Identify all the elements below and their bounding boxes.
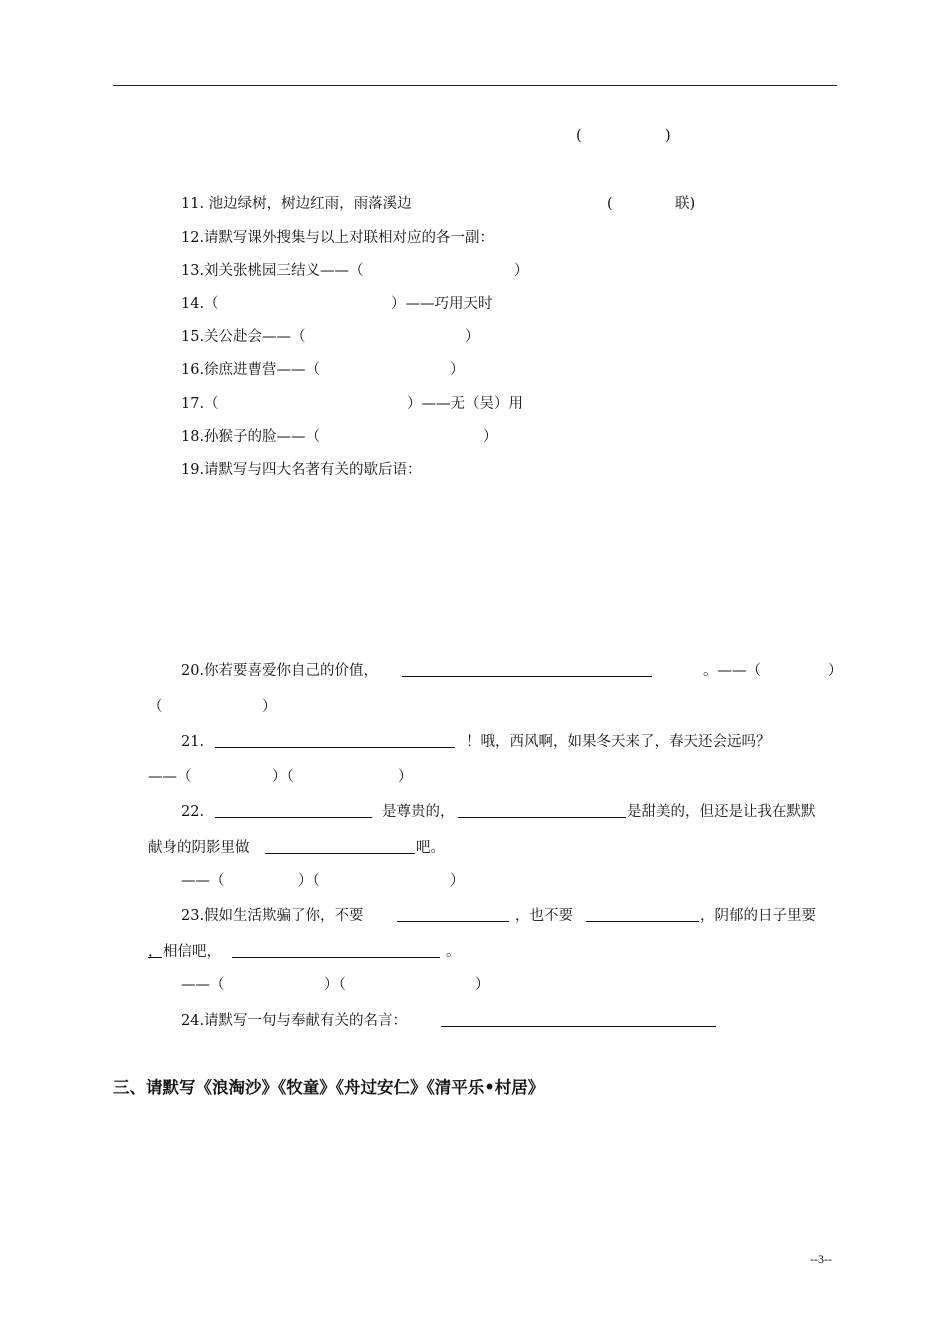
page-number: --3-- [810, 1252, 832, 1266]
answer-blank[interactable] [232, 942, 440, 958]
answer-blank[interactable] [215, 732, 455, 748]
answer-blank[interactable] [458, 802, 626, 818]
answer-blank[interactable] [586, 906, 699, 922]
answer-blank[interactable] [402, 661, 652, 677]
answer-blank[interactable] [397, 906, 509, 922]
answer-blank[interactable] [148, 942, 162, 958]
header-rule [113, 85, 837, 86]
answer-blank[interactable] [215, 802, 372, 818]
question-text: 11. 池边绿树，树边红雨，雨落溪边 [181, 196, 412, 212]
section-title: 三、请默写《浪淘沙》《牧童》《舟过安仁》《清平乐•村居》 [113, 1078, 545, 1097]
answer-blank[interactable] [441, 1011, 716, 1027]
answer-blank[interactable] [265, 838, 415, 854]
worksheet-page: ( ) 11. 池边绿树，树边红雨，雨落溪边 ( 联) 12.请默写课外搜集与以上对联相对应的各一副： 13.刘关张桃园三结义——（ ） 14.（ ）——巧用天时 15.关公赴会——（ ） 16.徐庶进曹营——（ ） 17.（ ）——无（吴）用 18.孙猴子的脸——（ ） 19.请默写与四大名著有关的歇后语： 20.你若要喜爱你自己的价值， 。——（ ） （ ） 21. ！哦，西风啊，如果冬天来了，春天还会远吗？ ——（ ）（ ） 22. 是尊贵的， 是甜美的，但还是让我在默默 献身的阴影里做 吧。 ——（ ）（ ） 23.假如生活欺骗了你，不要 ，也不要 ，阴郁的日子里要 ， 相信吧， 。 ——（ ）（ ） 24.请默写一句与奉献有关的名言： 三、请默写《浪淘沙》《牧童》《舟过安仁》《清平乐•村居》 --3-- [0, 0, 950, 1344]
